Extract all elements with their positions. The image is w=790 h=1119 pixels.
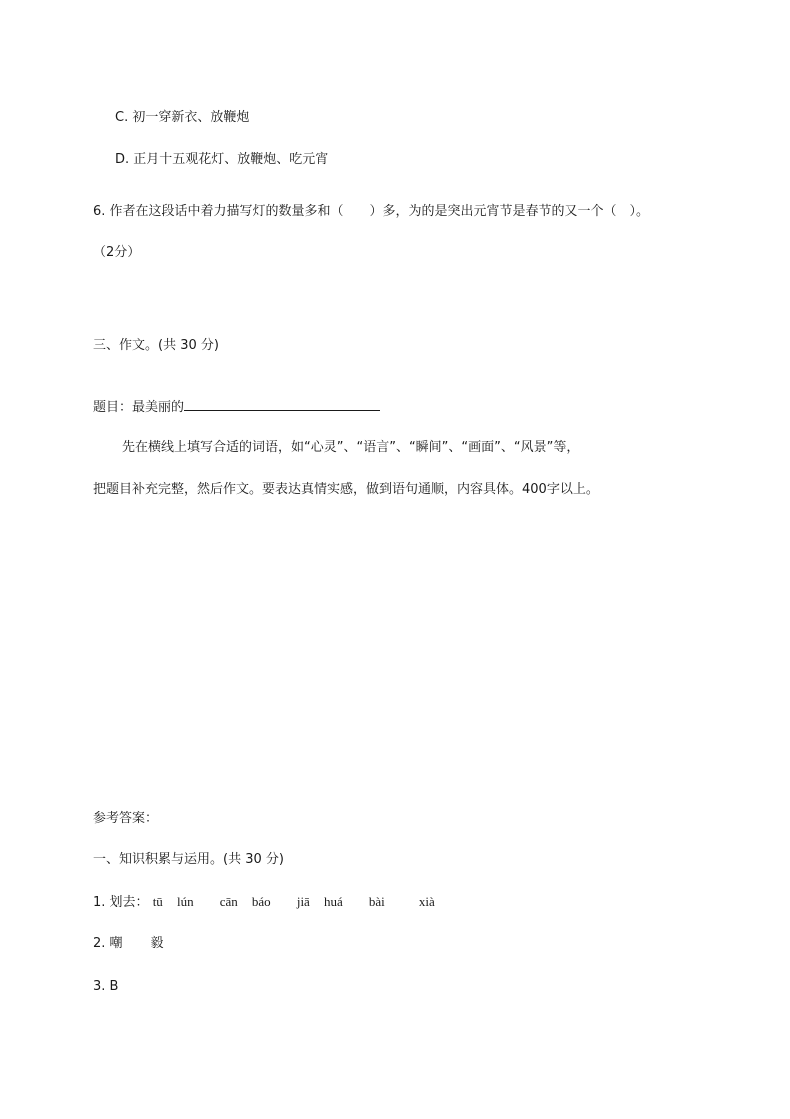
answer-3: 3. B	[93, 979, 119, 994]
answer-2	[93, 935, 164, 953]
option-c: C. 初一穿新衣、放鞭炮	[115, 110, 250, 125]
answers-section-one-heading: 一、知识积累与运用。(共 30 分)	[93, 852, 284, 867]
pinyin-1: tū	[152, 894, 163, 909]
section-three-heading: 三、作文。(共 30 分)	[93, 338, 219, 353]
answer-1	[93, 893, 445, 912]
answer-2-label: 2. 嘲	[93, 936, 123, 951]
essay-instruction-line2: 把题目补充完整，然后作文。要表达真情实感，做到语句通顺，内容具体。400字以上。	[93, 482, 599, 497]
essay-title-label: 题目：最美丽的	[93, 400, 185, 415]
pinyin-3: cān	[219, 894, 238, 909]
pinyin-7: bài	[368, 894, 385, 909]
pinyin-4: báo	[251, 894, 271, 909]
answer-2-word2: 毅	[150, 936, 164, 951]
option-d: D. 正月十五观花灯、放鞭炮、吃元宵	[115, 152, 329, 167]
essay-title-blank	[184, 397, 380, 411]
pinyin-2: lún	[176, 894, 194, 909]
answers-heading: 参考答案：	[93, 811, 159, 826]
answer-1-label: 1. 划去：	[93, 895, 149, 910]
question-6: 6. 作者在这段话中着力描写灯的数量多和（ ）多，为的是突出元宵节是春节的又一个（ ）。	[93, 204, 650, 219]
pinyin-5: jiā	[296, 894, 310, 909]
essay-title-line	[93, 397, 380, 417]
pinyin-6: huá	[323, 894, 343, 909]
pinyin-8: xià	[418, 894, 435, 909]
essay-instruction-line1: 先在横线上填写合适的词语，如“心灵”、“语言”、“瞬间”、“画面”、“风景”等，	[122, 440, 580, 455]
question-6-score: （2分）	[93, 245, 141, 260]
